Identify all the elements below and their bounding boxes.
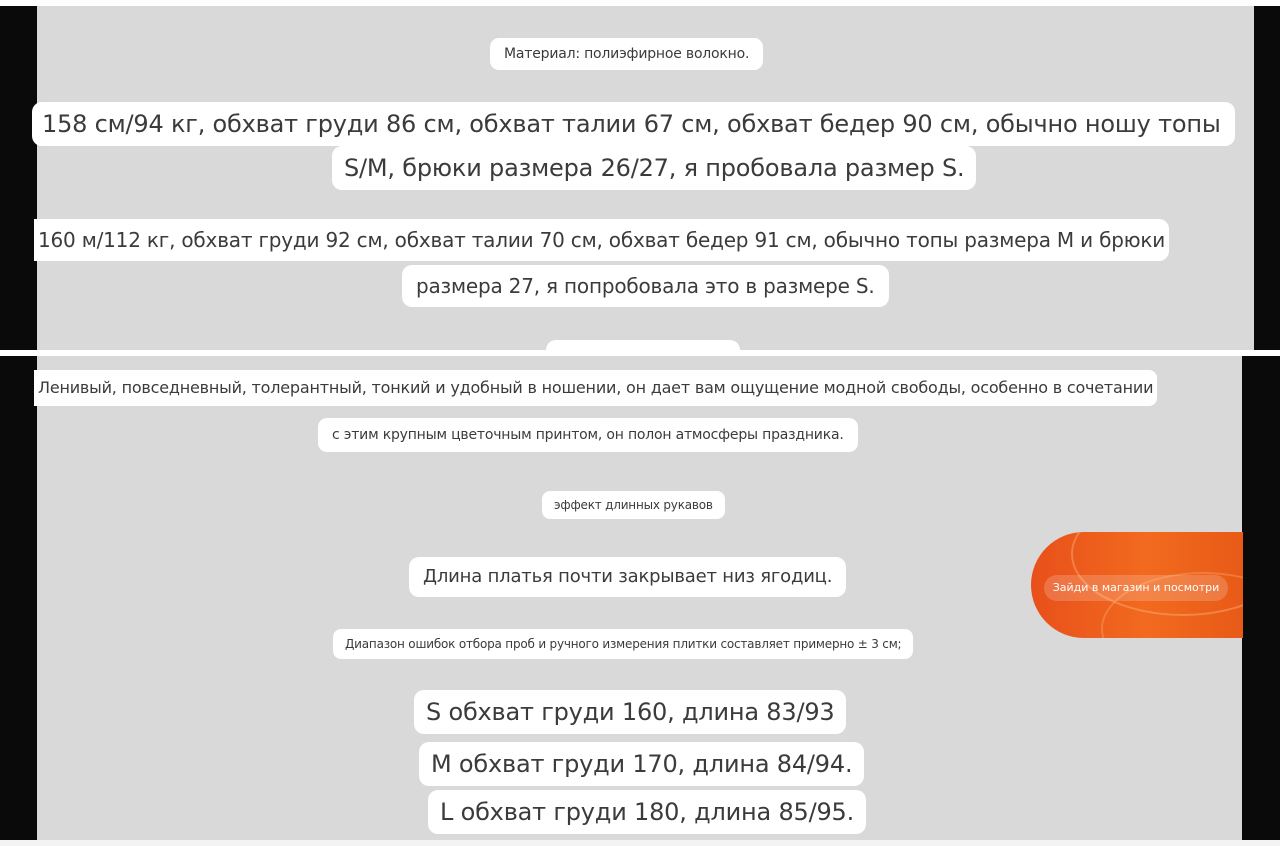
size-m-row: M обхват груди 170, длина 84/94.	[419, 742, 864, 786]
right-black-bar	[1242, 356, 1280, 840]
review-2-line-2: размера 27, я попробовала это в размере S.	[402, 265, 889, 307]
left-black-bar	[0, 6, 37, 350]
length-note: Длина платья почти закрывает низ ягодиц.	[409, 557, 846, 597]
review-1-line-1: 158 см/94 кг, обхват груди 86 см, обхват талии 67 см, обхват бедер 90 см, обычно ношу топы	[32, 102, 1235, 146]
error-range-note: Диапазон ошибок отбора проб и ручного измерения плитки составляет примерно ± 3 см;	[333, 629, 913, 659]
sleeve-effect-tag: эффект длинных рукавов	[542, 491, 725, 519]
review-1-line-2: S/M, брюки размера 26/27, я пробовала размер S.	[332, 146, 976, 190]
description-line-1: Ленивый, повседневный, толерантный, тонкий и удобный в ношении, он дает вам ощущение модной свободы, особенно в сочетании	[34, 370, 1157, 406]
left-black-bar	[0, 356, 37, 840]
size-l-row: L обхват груди 180, длина 85/95.	[428, 790, 866, 834]
partial-pill	[546, 340, 740, 354]
bottom-border	[0, 840, 1280, 846]
top-screenshot-panel	[0, 6, 1280, 350]
visit-store-button[interactable]: Зайди в магазин и посмотри	[1044, 575, 1228, 601]
material-label: Материал: полиэфирное волокно.	[490, 38, 763, 70]
review-2-line-1: 160 м/112 кг, обхват груди 92 см, обхват талии 70 см, обхват бедер 91 см, обычно топы размера M и брюки	[34, 219, 1169, 261]
size-s-row: S обхват груди 160, длина 83/93	[414, 690, 846, 734]
description-line-2: с этим крупным цветочным принтом, он полон атмосферы праздника.	[318, 418, 858, 452]
right-black-bar	[1254, 6, 1280, 350]
